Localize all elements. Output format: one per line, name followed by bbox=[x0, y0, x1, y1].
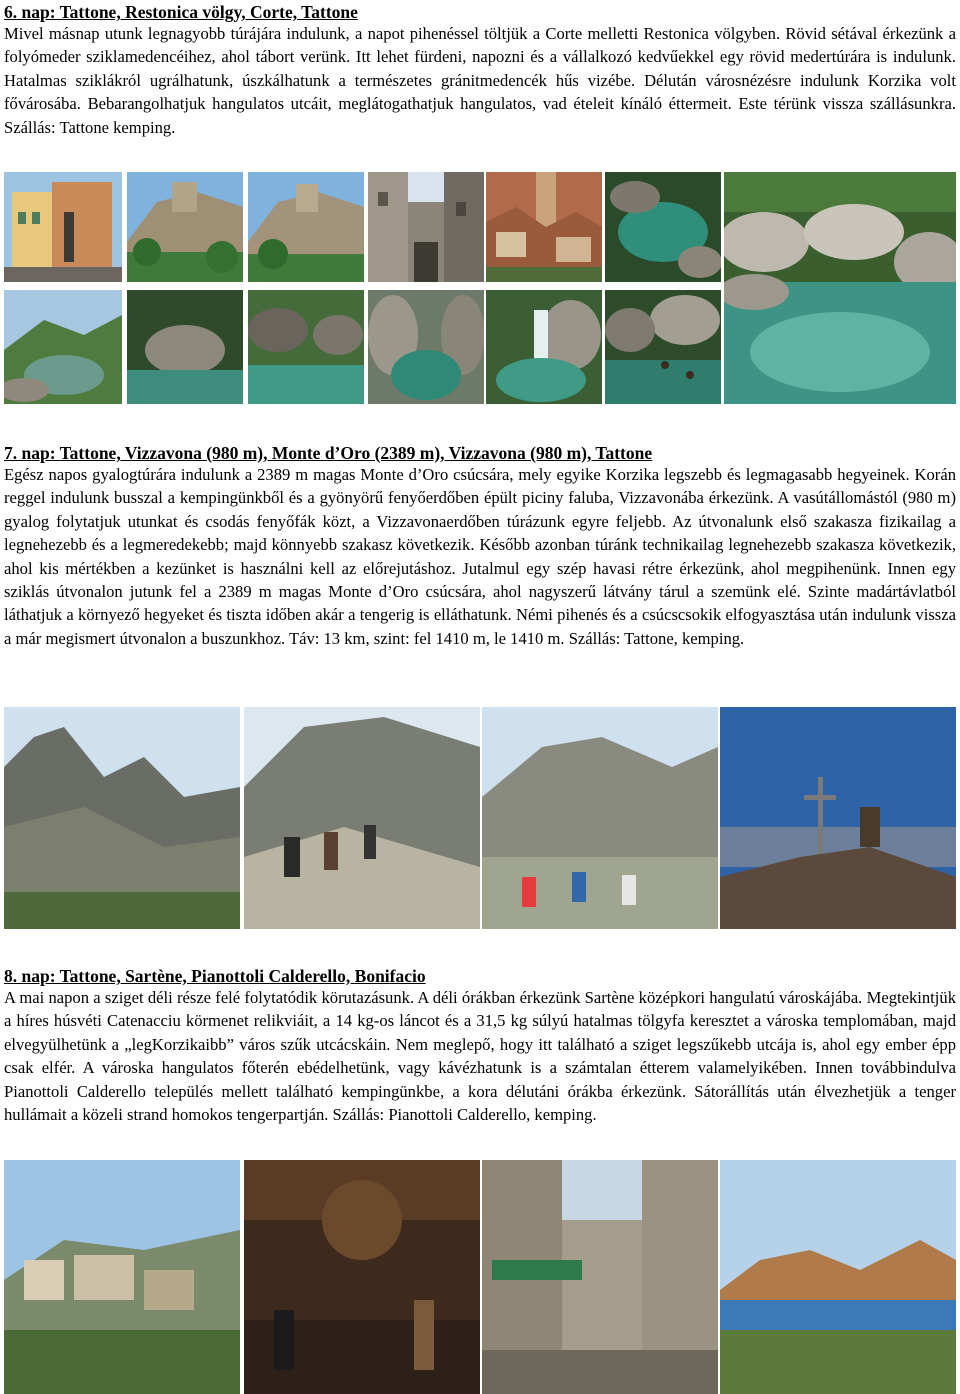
resting-hikers-photo bbox=[482, 707, 718, 929]
day6-section bbox=[4, 2, 956, 139]
corte-citadel-photo-1 bbox=[127, 172, 243, 282]
river-pool-large-photo bbox=[724, 172, 956, 404]
corte-alley-photo bbox=[368, 172, 484, 282]
narrow-street-photo bbox=[482, 1160, 718, 1394]
corte-citadel-photo-2 bbox=[248, 172, 364, 282]
waterfall-photo bbox=[486, 290, 602, 404]
day7-photo-grid bbox=[4, 707, 956, 929]
chain-cross-relic-photo bbox=[244, 1160, 480, 1394]
valley-pine-photo bbox=[4, 290, 122, 404]
swimmers-photo bbox=[605, 290, 721, 404]
day6-title: 6. nap: Tattone, Restonica völgy, Corte, Tattone bbox=[4, 2, 358, 22]
corte-rooftops-photo bbox=[486, 172, 602, 282]
day7-section bbox=[4, 443, 956, 650]
day8-section bbox=[4, 966, 956, 1126]
day8-title: 8. nap: Tattone, Sartène, Pianottoli Calderello, Bonifacio bbox=[4, 966, 426, 986]
river-pool-photo-2 bbox=[127, 290, 243, 404]
day7-text: Egész napos gyalogtúrára indulunk a 2389 m magas Monte d’Oro csúcsára, mely egyike Korzika legszebb és legmagasabb hegyeinek. Korán reggel indulunk busszal a kempingünkből és a gyönyörű fenyőerdőben épült piciny faluba, Vizzavonába érkezünk. A vasútállomástól (980 m) gyalog folytatjuk utunkat és csodás fenyőfák közt, a Vizzavonaerdőben túrázunk egyre feljebb. Az útvonalunk első szakasza fizikailag a legnehezebb és a legmeredekebb; majd könnyebb szakasz következik. Később azonban túránk technikailag legnehezebb szakasza következik, ahol kis mértékben a kezünket is használni kell az előrejutáshoz. Jutalmul egy szép havasi rétre érkezünk, ahol megpihenünk. Innen egy sziklás útvonalon jutunk fel a 2389 m magas Monte d’Oro csúcsára, ahol nagyszerű látvány tárul a szemünk elé. Szinte madártávlatból láthatjuk a környező hegyeket és tiszta időben akár a tengerig is elláthatunk. Némi pihenés és a csúcscsokik elfogyasztása után indulunk vissza a már megismert útvonalon a buszunkhoz. Táv: 13 km, szint: fel 1410 m, le 1410 m. Szállás: Tattone, kemping. bbox=[4, 465, 956, 648]
day8-text: A mai napon a sziget déli része felé folytatódik körutazásunk. A déli órákban érkezünk Sartène középkori hangulatú városkájába. Megtekintjük a híres húsvéti Catenacciu körmenet relikviáit, a 14 kg-os láncot és a 31,5 kg súlyú hatalmas tölgyfa keresztet a városka templomában, majd elvegyülhetünk a „legKorzikaibb” város szűk utcácskáin. Nem meglepő, hogy itt található a sziget legszűkebb utcája is, ahol egy ember épp csak elfér. A városka hangulatos főterén ebédelhetünk, vagy kávézhatunk is a számtalan étterem valamelyikében. Innen továbbindulva Pianottoli Calderello település mellett található kempingünkbe, a kora délutáni órákba érkezünk. Sátorállítás után élvezhetjük a tenger hullámait a közeli strand homokos tengerpartján. Szállás: Pianottoli Calderello, kemping. bbox=[4, 988, 956, 1125]
river-pool-photo-1 bbox=[605, 172, 721, 282]
sartene-town-photo bbox=[4, 1160, 240, 1394]
day8-photo-grid bbox=[4, 1160, 956, 1394]
river-rocks-photo bbox=[248, 290, 364, 404]
hikers-ascent-photo bbox=[244, 707, 480, 929]
rock-pool-photo bbox=[368, 290, 484, 404]
coastline-photo bbox=[720, 1160, 956, 1394]
day6-photo-grid bbox=[4, 172, 956, 404]
corte-square-photo bbox=[4, 172, 122, 282]
day6-text: Mivel másnap utunk legnagyobb túrájára indulunk, a napot pihenéssel töltjük a Corte melletti Restonica völgyben. Rövid sétával érkezünk a folyómeder sziklamedencéihez, ahol tábort verünk. Itt lehet fürdeni, napozni és a vállalkozó kedvűekkel egy rövid medertúrára is indulunk. Hatalmas sziklákról ugrálhatunk, úszkálhatunk a természetes gránitmedencék hűs vizébe. Délután városnézésre indulunk Korzika volt fővárosába. Bebarangolhatjuk hangulatos utcáit, meglátogathatjuk hangulatos, vad ételeit kínáló éttermeit. Este térünk vissza szállásunkra. Szállás: Tattone kemping. bbox=[4, 24, 956, 137]
summit-cross-photo bbox=[720, 707, 956, 929]
mountain-peak-photo bbox=[4, 707, 240, 929]
day7-title: 7. nap: Tattone, Vizzavona (980 m), Monte d’Oro (2389 m), Vizzavona (980 m), Tattone bbox=[4, 443, 653, 463]
